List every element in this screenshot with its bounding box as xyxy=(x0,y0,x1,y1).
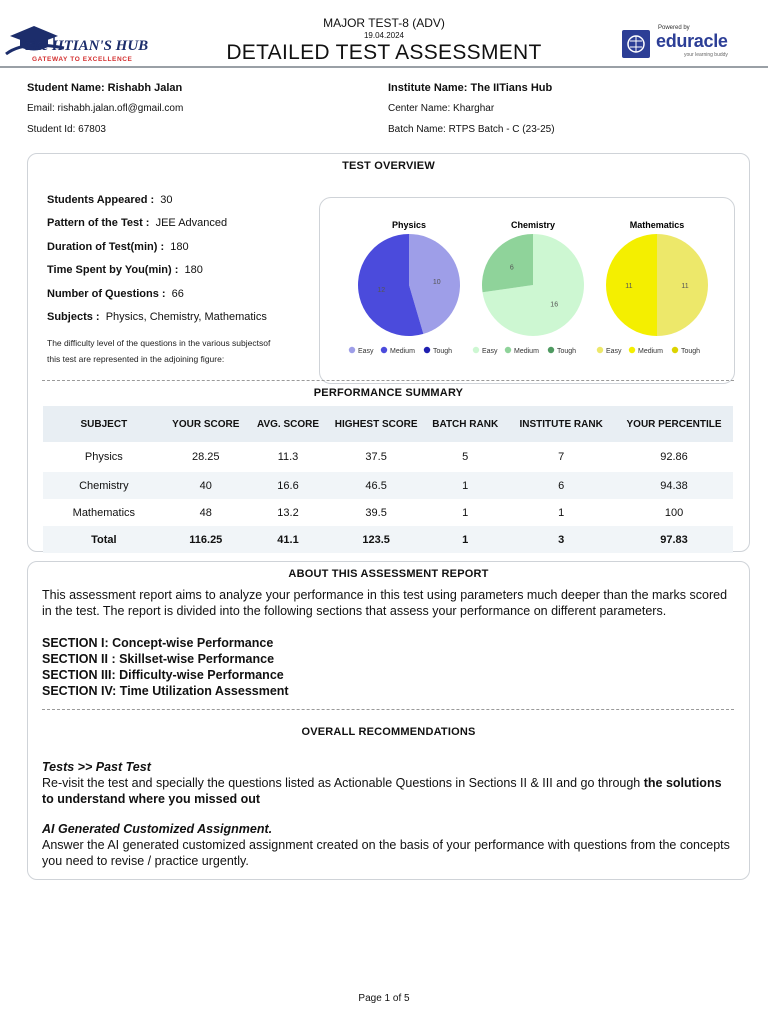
pie-title: Chemistry xyxy=(510,220,556,230)
table-cell: 1 xyxy=(423,472,507,499)
table-cell: 3 xyxy=(507,526,615,553)
overview-divider xyxy=(42,380,734,381)
table-cell: 7 xyxy=(558,451,565,463)
table-cell: 48 xyxy=(199,506,212,519)
column-header: AVG. SCORE xyxy=(247,406,329,442)
ai-assignment-text: Answer the AI generated customized assignment created on the basis of your performance with questions from the concepts you need to revise / practice urgently. xyxy=(42,838,730,868)
test-name: MAJOR TEST-8 (ADV) xyxy=(323,16,445,30)
table-cell: 11.3 xyxy=(277,451,299,463)
eduracle-logo xyxy=(618,24,750,64)
difficulty-note: The difficulty level of the questions in the various subjectsof this test are represented in the adjoining figure: xyxy=(47,338,271,364)
about-sections-list xyxy=(42,635,734,699)
pie-slice-label: 6 xyxy=(509,264,514,272)
overview-row xyxy=(47,288,184,300)
table-cell: 116.25 xyxy=(165,526,247,553)
pie-slice-label: 16 xyxy=(550,301,559,309)
table-cell: 100 xyxy=(664,506,684,519)
table-cell: 94.38 xyxy=(615,472,733,499)
legend-marker xyxy=(597,347,603,353)
pie-slice-medium xyxy=(482,234,533,292)
table-cell: 40 xyxy=(165,472,247,499)
table-row xyxy=(43,442,733,472)
table-cell: 13.2 xyxy=(277,506,299,519)
legend-label: Medium xyxy=(514,348,539,355)
powered-by-text: Powered by xyxy=(658,25,690,31)
section-3-label: SECTION III: Difficulty-wise Performance xyxy=(42,668,284,682)
legend-label: Tough xyxy=(433,348,453,355)
section-4-label: SECTION IV: Time Utilization Assessment xyxy=(42,684,289,698)
about-title: ABOUT THIS ASSESSMENT REPORT xyxy=(288,568,489,580)
column-header: BATCH RANK xyxy=(423,406,507,442)
pie-slice-label: 12 xyxy=(377,286,386,294)
batch-name: Batch Name: RTPS Batch - C (23-25) xyxy=(388,124,555,135)
about-card xyxy=(27,561,750,880)
table-cell: 97.83 xyxy=(615,526,733,553)
logo-tagline: GATEWAY TO EXCELLENCE xyxy=(32,56,133,63)
past-test-bold: the solutions to understand where you missed out xyxy=(42,776,722,806)
table-cell: 37.5 xyxy=(365,451,387,463)
overview-row xyxy=(47,311,267,323)
table-total-row xyxy=(43,526,733,553)
column-header: HIGHEST SCORE xyxy=(329,406,423,442)
overview-card xyxy=(27,153,750,552)
table-row xyxy=(43,499,733,526)
overview-row xyxy=(47,217,227,229)
table-cell: Physics xyxy=(84,451,123,463)
table-cell: 1 xyxy=(423,526,507,553)
overview-row-value: 180 xyxy=(164,241,189,253)
legend-marker xyxy=(505,347,511,353)
legend-label: Tough xyxy=(681,348,701,355)
column-header: INSTITUTE RANK xyxy=(507,406,615,442)
table-cell: 28.25 xyxy=(192,451,220,463)
legend-marker xyxy=(629,347,635,353)
table-header-row xyxy=(43,406,733,442)
page-number: Page 1 of 5 xyxy=(358,993,410,1004)
legend-marker xyxy=(672,347,678,353)
overview-title: TEST OVERVIEW xyxy=(342,160,435,172)
performance-table xyxy=(43,406,733,553)
overview-row-label: Time Spent by You(min) : xyxy=(47,264,179,276)
column-header: SUBJECT xyxy=(43,406,165,442)
past-test-heading: Tests >> Past Test xyxy=(42,760,151,774)
center-name: Center Name: Kharghar xyxy=(388,103,495,114)
table-cell: 1 xyxy=(558,506,565,519)
overview-row-value: Physics, Chemistry, Mathematics xyxy=(99,311,267,323)
overview-row-label: Duration of Test(min) : xyxy=(47,241,165,253)
performance-title: PERFORMANCE SUMMARY xyxy=(313,387,464,399)
legend-label: Medium xyxy=(390,348,415,355)
column-header: YOUR PERCENTILE xyxy=(615,406,733,442)
overview-row-label: Pattern of the Test : xyxy=(47,217,150,229)
column-header: YOUR SCORE xyxy=(165,406,247,442)
student-id: Student Id: 67803 xyxy=(27,124,106,135)
table-row xyxy=(43,472,733,499)
legend-label: Medium xyxy=(638,348,663,355)
institute-name: Institute Name: The IITians Hub xyxy=(388,82,553,94)
table-cell: 41.1 xyxy=(247,526,329,553)
legend-marker xyxy=(548,347,554,353)
table-cell: 5 xyxy=(462,451,469,463)
page-title: DETAILED TEST ASSESSMENT xyxy=(226,41,542,64)
legend-marker xyxy=(424,347,430,353)
difficulty-charts-panel xyxy=(319,197,735,384)
table-cell: 6 xyxy=(507,472,615,499)
header-divider xyxy=(0,66,768,68)
table-cell: 46.5 xyxy=(329,472,423,499)
recommendation-past-test xyxy=(42,759,734,807)
about-paragraph: This assessment report aims to analyze your performance in this test using parameters much deeper than the marks scored in the test. The report is divided into the following sections that assess your performance on different parameters. xyxy=(42,588,728,618)
student-email: Email: rishabh.jalan.ofl@gmail.com xyxy=(27,103,184,114)
overview-row-value: JEE Advanced xyxy=(149,217,228,229)
legend-label: Tough xyxy=(557,348,577,355)
table-cell: Mathematics xyxy=(72,506,136,519)
table-cell: 39.5 xyxy=(365,506,387,519)
test-date: 19.04.2024 xyxy=(363,31,405,40)
overview-row xyxy=(47,264,203,276)
pie-title: Mathematics xyxy=(629,220,685,230)
overview-row xyxy=(47,241,189,253)
recommendation-ai-assignment xyxy=(42,821,734,869)
performance-table-wrap xyxy=(43,406,733,553)
table-cell: 123.5 xyxy=(329,526,423,553)
overview-row-label: Subjects : xyxy=(47,311,100,323)
legend-marker xyxy=(381,347,387,353)
about-divider xyxy=(42,709,734,710)
past-test-text: Re-visit the test and specially the questions listed as Actionable Questions in Sections II & III and go through xyxy=(42,776,641,790)
eduracle-brand: eduracle xyxy=(656,31,728,51)
legend-marker xyxy=(473,347,479,353)
pie-slice-label: 10 xyxy=(432,279,441,287)
legend-label: Easy xyxy=(482,348,498,355)
section-2-label: SECTION II : Skillset-wise Performance xyxy=(42,652,275,666)
pie-slice-label: 11 xyxy=(625,283,633,290)
pie-slice-label: 11 xyxy=(681,283,689,290)
overview-row-label: Number of Questions : xyxy=(47,288,166,300)
eduracle-tagline: your learning buddy xyxy=(684,52,728,58)
brain-icon xyxy=(622,30,650,58)
overview-row xyxy=(47,194,173,206)
overview-row-value: 66 xyxy=(165,288,184,300)
table-cell: Total xyxy=(43,526,165,553)
table-cell: 92.86 xyxy=(660,451,688,463)
ai-assignment-heading: AI Generated Customized Assignment. xyxy=(42,822,273,836)
overview-row-label: Students Appeared : xyxy=(47,194,155,206)
section-1-label: SECTION I: Concept-wise Performance xyxy=(42,636,274,650)
logo-brand-text: The IITIAN'S HUB xyxy=(24,38,149,54)
legend-label: Easy xyxy=(606,348,622,355)
legend-marker xyxy=(349,347,355,353)
table-cell: Chemistry xyxy=(43,472,165,499)
recommendations-title: OVERALL RECOMMENDATIONS xyxy=(301,726,476,738)
overview-row-value: 180 xyxy=(178,264,203,276)
table-cell: 16.6 xyxy=(247,472,329,499)
overview-row-value: 30 xyxy=(154,194,173,206)
difficulty-pie-charts xyxy=(320,198,734,383)
legend-label: Easy xyxy=(358,348,374,355)
iitians-hub-logo xyxy=(4,14,149,66)
table-cell: 1 xyxy=(462,506,469,519)
pie-title: Physics xyxy=(391,220,427,230)
student-name: Student Name: Rishabh Jalan xyxy=(27,82,183,94)
